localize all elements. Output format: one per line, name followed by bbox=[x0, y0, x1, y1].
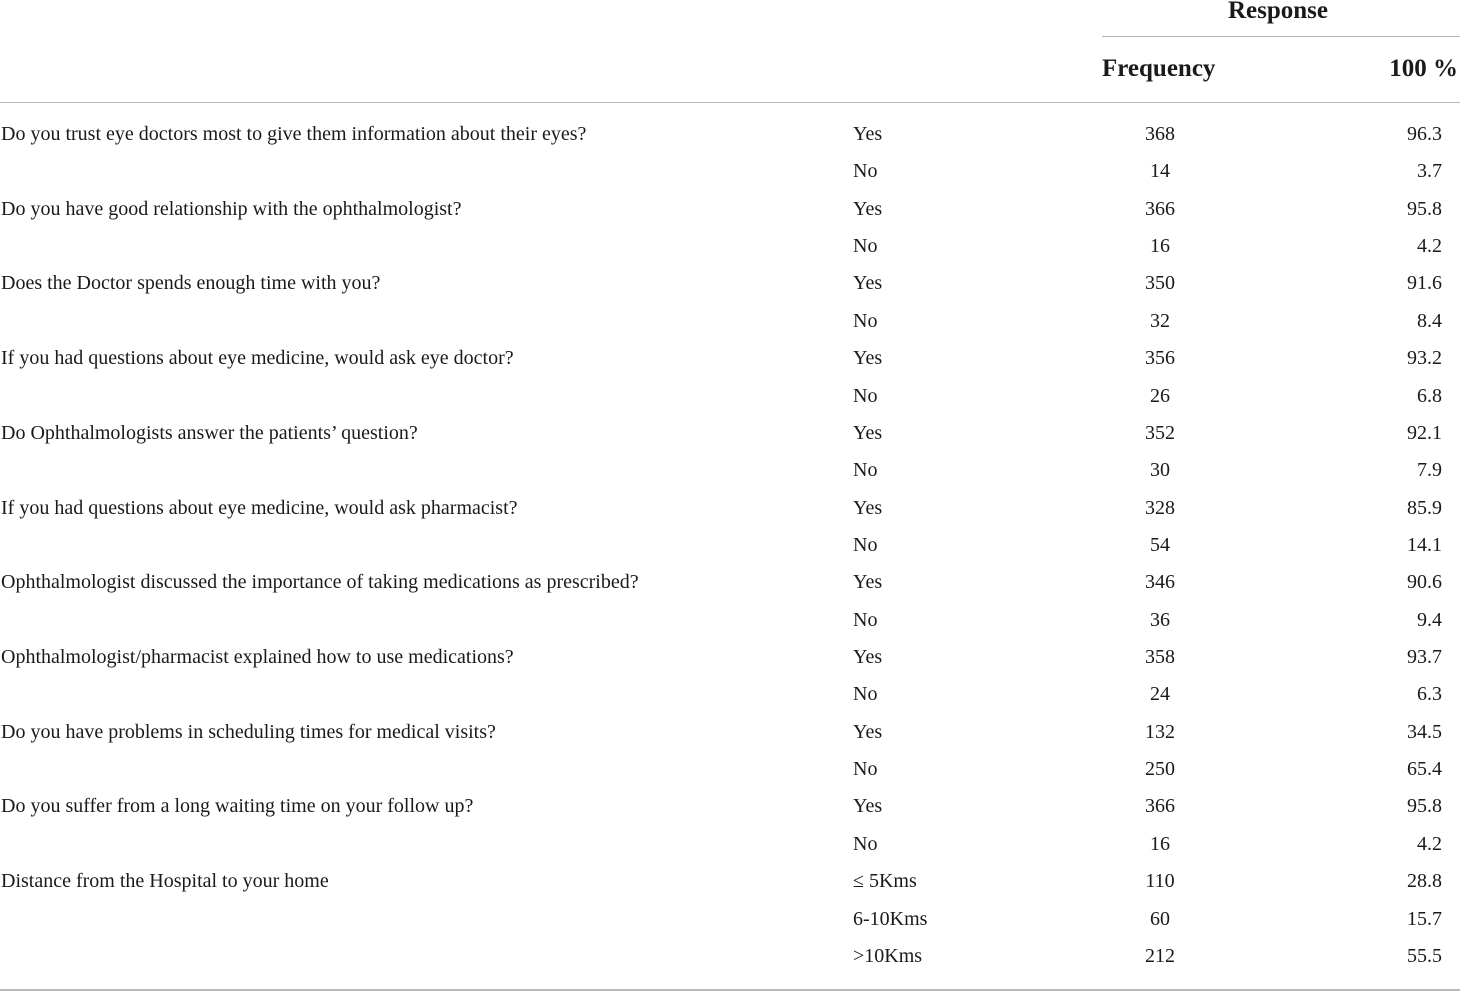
table-bottom-rule bbox=[0, 989, 1460, 991]
frequency-cell: 32 bbox=[1150, 309, 1170, 332]
table-row bbox=[0, 191, 1460, 228]
response-cell: Yes bbox=[853, 720, 883, 743]
percent-cell: 4.2 bbox=[1417, 832, 1442, 855]
frequency-cell: 212 bbox=[1145, 944, 1175, 967]
percent-cell: 7.9 bbox=[1417, 459, 1442, 482]
percent-cell: 28.8 bbox=[1407, 870, 1442, 893]
table-row bbox=[0, 228, 1460, 265]
frequency-cell: 24 bbox=[1150, 683, 1170, 706]
percent-cell: 92.1 bbox=[1407, 421, 1442, 444]
response-cell: Yes bbox=[853, 421, 883, 444]
question-cell: Do Ophthalmologists answer the patients’ question? bbox=[1, 421, 418, 444]
percent-cell: 93.7 bbox=[1407, 646, 1442, 669]
response-cell: 6-10Kms bbox=[853, 907, 928, 930]
table-row bbox=[0, 788, 1460, 825]
response-cell: Yes bbox=[853, 272, 883, 295]
frequency-cell: 250 bbox=[1145, 758, 1175, 781]
table-row bbox=[0, 116, 1460, 153]
percent-cell: 9.4 bbox=[1417, 608, 1442, 631]
table-row bbox=[0, 676, 1460, 713]
response-cell: No bbox=[853, 384, 878, 407]
table-row bbox=[0, 901, 1460, 938]
table-row bbox=[0, 639, 1460, 676]
response-cell: No bbox=[853, 832, 878, 855]
response-cell: Yes bbox=[853, 197, 883, 220]
frequency-cell: 366 bbox=[1145, 197, 1175, 220]
response-cell: No bbox=[853, 683, 878, 706]
frequency-cell: 54 bbox=[1150, 533, 1170, 556]
percent-cell: 14.1 bbox=[1407, 533, 1442, 556]
table-row bbox=[0, 938, 1460, 975]
question-cell: Distance from the Hospital to your home bbox=[1, 870, 329, 893]
table-row bbox=[0, 602, 1460, 639]
question-cell: Do you have good relationship with the ophthalmologist? bbox=[1, 197, 462, 220]
response-cell: Yes bbox=[853, 347, 883, 370]
frequency-cell: 358 bbox=[1145, 646, 1175, 669]
frequency-cell: 132 bbox=[1145, 720, 1175, 743]
frequency-cell: 368 bbox=[1145, 123, 1175, 145]
question-cell: Ophthalmologist discussed the importance of taking medications as prescribed? bbox=[1, 571, 639, 594]
table-row bbox=[0, 863, 1460, 900]
response-cell: Yes bbox=[853, 646, 883, 669]
response-cell: No bbox=[853, 160, 878, 183]
percent-column-header: 100 % bbox=[1389, 55, 1458, 82]
percent-cell: 3.7 bbox=[1417, 160, 1442, 183]
percent-cell: 95.8 bbox=[1407, 795, 1442, 818]
question-cell: Ophthalmologist/pharmacist explained how to use medications? bbox=[1, 646, 514, 669]
response-cell: No bbox=[853, 758, 878, 781]
question-cell: Do you trust eye doctors most to give them information about their eyes? bbox=[1, 123, 587, 145]
question-cell: Does the Doctor spends enough time with you? bbox=[1, 272, 381, 295]
question-cell: Do you have problems in scheduling times for medical visits? bbox=[1, 720, 496, 743]
question-cell: If you had questions about eye medicine, would ask eye doctor? bbox=[1, 347, 514, 370]
table-row bbox=[0, 378, 1460, 415]
frequency-cell: 350 bbox=[1145, 272, 1175, 295]
table-row bbox=[0, 527, 1460, 564]
frequency-cell: 110 bbox=[1145, 870, 1175, 893]
frequency-cell: 30 bbox=[1150, 459, 1170, 482]
percent-cell: 4.2 bbox=[1417, 235, 1442, 258]
frequency-cell: 36 bbox=[1150, 608, 1170, 631]
frequency-cell: 60 bbox=[1150, 907, 1170, 930]
percent-cell: 85.9 bbox=[1407, 496, 1442, 519]
response-cell: No bbox=[853, 533, 878, 556]
frequency-cell: 328 bbox=[1145, 496, 1175, 519]
table-row bbox=[0, 564, 1460, 601]
response-cell: No bbox=[853, 459, 878, 482]
percent-cell: 96.3 bbox=[1407, 123, 1442, 145]
table-row bbox=[0, 303, 1460, 340]
response-cell: Yes bbox=[853, 496, 883, 519]
response-cell: No bbox=[853, 309, 878, 332]
response-cell: >10Kms bbox=[853, 944, 923, 967]
percent-cell: 34.5 bbox=[1407, 720, 1442, 743]
response-cell: Yes bbox=[853, 795, 883, 818]
table-row bbox=[0, 452, 1460, 489]
response-cell: No bbox=[853, 608, 878, 631]
table-row bbox=[0, 490, 1460, 527]
table-row bbox=[0, 714, 1460, 751]
frequency-cell: 352 bbox=[1145, 421, 1175, 444]
frequency-cell: 14 bbox=[1150, 160, 1170, 183]
percent-cell: 15.7 bbox=[1407, 907, 1442, 930]
header-divider bbox=[0, 102, 1460, 103]
percent-cell: 55.5 bbox=[1407, 944, 1442, 967]
frequency-cell: 16 bbox=[1150, 235, 1170, 258]
frequency-cell: 16 bbox=[1150, 832, 1170, 855]
percent-cell: 90.6 bbox=[1407, 571, 1442, 594]
response-group-header: Response bbox=[1228, 0, 1329, 24]
question-cell: Do you suffer from a long waiting time on your follow up? bbox=[1, 795, 474, 818]
percent-cell: 6.8 bbox=[1417, 384, 1442, 407]
table-body bbox=[0, 116, 1460, 975]
percent-cell: 6.3 bbox=[1417, 683, 1442, 706]
percent-cell: 95.8 bbox=[1407, 197, 1442, 220]
response-cell: Yes bbox=[853, 123, 883, 145]
table-row bbox=[0, 826, 1460, 863]
frequency-cell: 366 bbox=[1145, 795, 1175, 818]
percent-cell: 91.6 bbox=[1407, 272, 1442, 295]
question-cell: If you had questions about eye medicine, would ask pharmacist? bbox=[1, 496, 518, 519]
table-row bbox=[0, 415, 1460, 452]
response-cell: ≤ 5Kms bbox=[853, 870, 917, 893]
frequency-cell: 26 bbox=[1150, 384, 1170, 407]
table-row bbox=[0, 340, 1460, 377]
response-group-rule bbox=[1102, 36, 1460, 37]
table-row bbox=[0, 751, 1460, 788]
frequency-cell: 346 bbox=[1145, 571, 1175, 594]
percent-cell: 8.4 bbox=[1417, 309, 1442, 332]
frequency-cell: 356 bbox=[1145, 347, 1175, 370]
table-row bbox=[0, 265, 1460, 302]
response-cell: No bbox=[853, 235, 878, 258]
percent-cell: 93.2 bbox=[1407, 347, 1442, 370]
frequency-column-header: Frequency bbox=[1102, 55, 1216, 82]
response-cell: Yes bbox=[853, 571, 883, 594]
table-row bbox=[0, 153, 1460, 190]
percent-cell: 65.4 bbox=[1407, 758, 1442, 781]
